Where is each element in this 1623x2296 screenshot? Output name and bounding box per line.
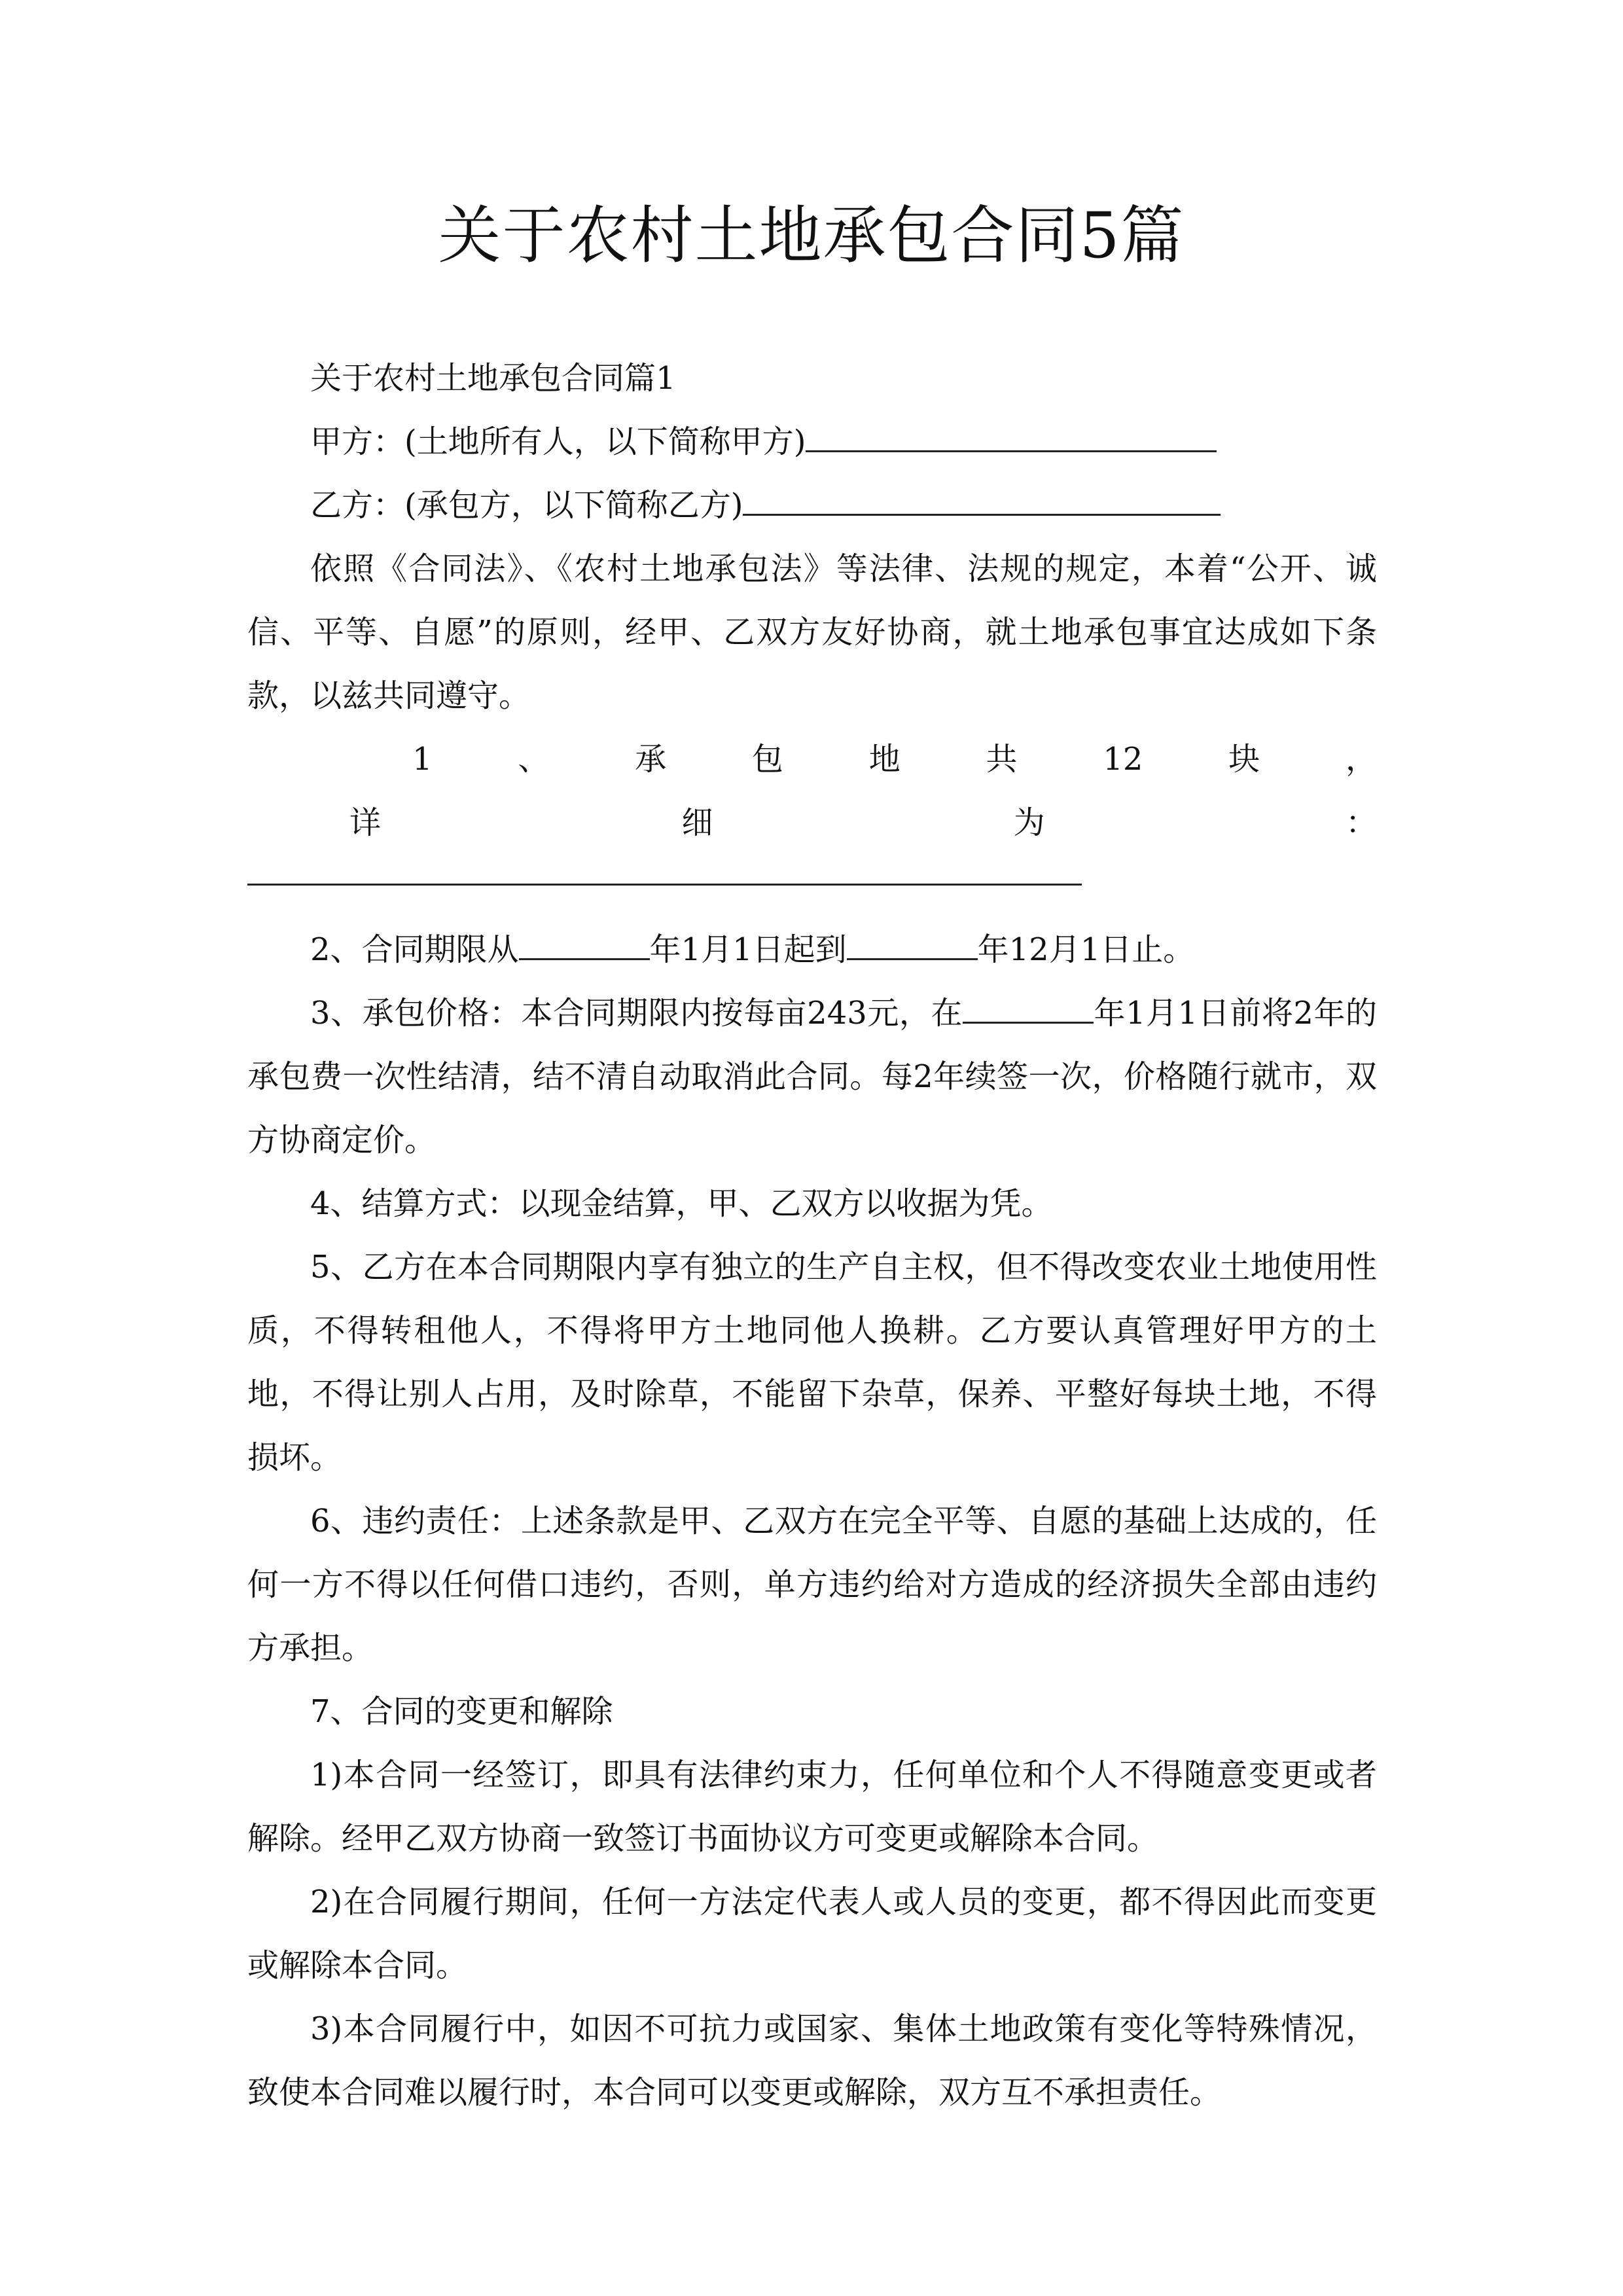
clause-6: 6、违约责任：上述条款是甲、乙双方在完全平等、自愿的基础上达成的，任何一方不得以任何借口违约，否则，单方违约给对方造成的经济损失全部由违约方承担。 [247, 1503, 1377, 1666]
clause-1-part: 共 [986, 741, 1018, 778]
contract-body [247, 347, 1377, 2125]
clause-1-part: ， [1345, 741, 1377, 778]
clause-7-1: 1)本合同一经签订，即具有法律约束力，任何单位和个人不得随意变更或者解除。经甲乙双方协商一致签订书面协议方可变更或解除本合同。 [247, 1757, 1377, 1857]
clause-1-part: 12 [1103, 741, 1143, 778]
clause-1-part: 详 [349, 804, 382, 841]
document-title: 关于农村土地承包合同5篇 [438, 199, 1185, 272]
clause-1-part: 、 [518, 741, 550, 778]
clause-1-blank-line [247, 855, 1082, 918]
intro-paragraph: 依照《合同法》、《农村土地承包法》等法律、法规的规定，本着“公开、诚信、平等、自愿”的原则，经甲、乙双方友好协商，就土地承包事宜达成如下条款，以兹共同遵守。 [247, 550, 1377, 714]
clause-3 [247, 982, 1377, 1172]
party-b-line [247, 474, 1377, 537]
clause-2 [247, 918, 1377, 982]
clause-1-part: 为 [1013, 804, 1045, 841]
clause-7-3: 3)本合同履行中，如因不可抗力或国家、集体土地政策有变化等特殊情况，致使本合同难以履行时，本合同可以变更或解除，双方互不承担责任。 [247, 2011, 1377, 2111]
clause-5: 5、乙方在本合同期限内享有独立的生产自主权，但不得改变农业土地使用性质，不得转租他人，不得将甲方土地同他人换耕。乙方要认真管理好甲方的土地，不得让别人占用，及时除草，不能留下杂草，保养、平整好每块土地，不得损坏。 [247, 1249, 1377, 1476]
clause-1-part: ： [1345, 804, 1377, 841]
clause-2-blank-start [519, 919, 650, 960]
clause-1-line [247, 728, 1377, 855]
clause-1-part: 地 [868, 741, 901, 778]
clause-1-part: 块 [1228, 741, 1260, 778]
clause-1-part: 1 [412, 741, 433, 778]
clause-3-text-b: 年1月1日前将2年的承包费一次性结清，结不清自动取消此合同。每2年续签一次，价格随行就市，双方协商定价。 [247, 995, 1377, 1158]
clause-2-blank-end [847, 919, 978, 960]
party-a-label: 甲方：(土地所有人，以下简称甲方) [310, 423, 806, 460]
clause-2-text-c: 年12月1日止。 [977, 931, 1195, 968]
clause-1-part: 细 [681, 804, 713, 841]
clause-4: 4、结算方式：以现金结算，甲、乙双方以收据为凭。 [310, 1185, 1053, 1222]
clause-2-text-a: 2、合同期限从 [310, 931, 519, 968]
clause-3-blank [963, 982, 1094, 1024]
clause-3-text-a: 3、承包价格：本合同期限内按每亩243元，在 [310, 995, 963, 1031]
party-b-label: 乙方：(承包方，以下简称乙方) [310, 487, 743, 524]
clause-7: 7、合同的变更和解除 [310, 1693, 613, 1730]
clause-7-2: 2)在合同履行期间，任何一方法定代表人或人员的变更，都不得因此而变更或解除本合同。 [247, 1884, 1377, 1984]
party-a-line [247, 410, 1377, 474]
party-b-blank [743, 475, 1221, 516]
clause-1-part: 包 [751, 741, 783, 778]
section-heading: 关于农村土地承包合同篇1 [310, 360, 676, 397]
party-a-blank [806, 411, 1217, 452]
clause-1-part: 承 [635, 741, 667, 778]
clause-2-text-b: 年1月1日起到 [649, 931, 847, 968]
